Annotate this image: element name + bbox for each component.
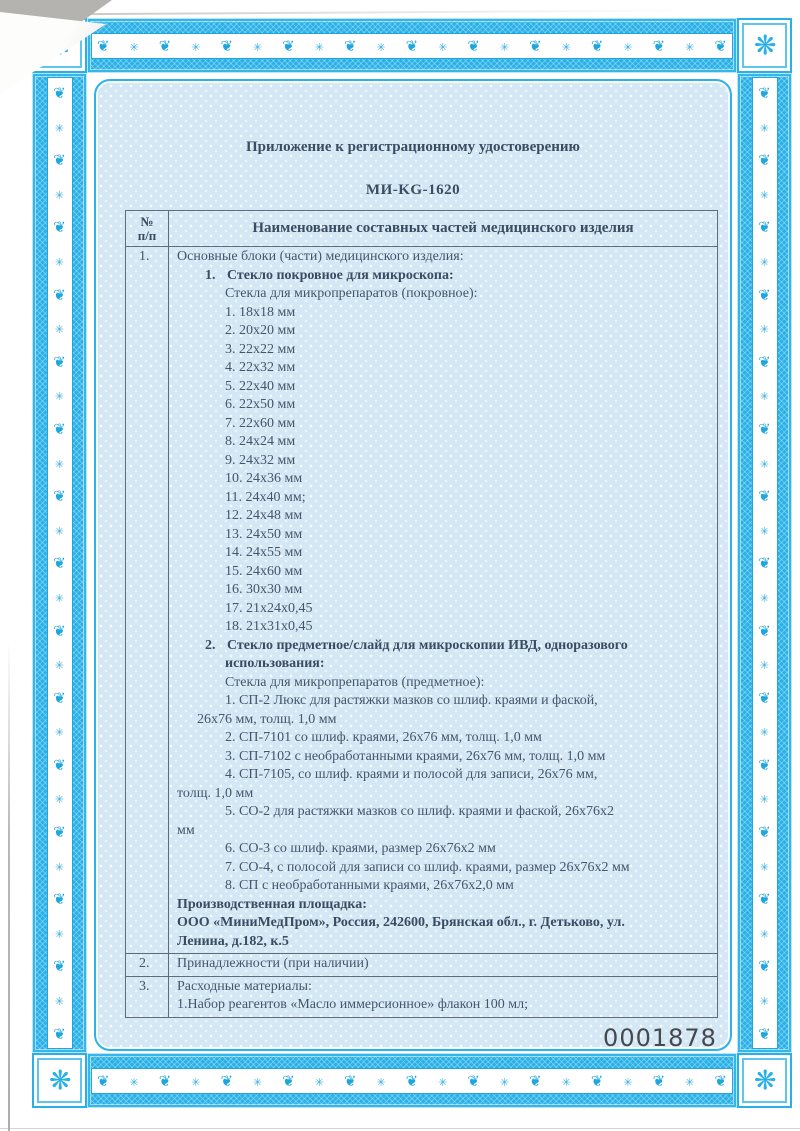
- ornament-icon: [406, 1071, 419, 1090]
- ornament-icon: [55, 318, 64, 337]
- table-row: [126, 247, 718, 954]
- ornament-icon: [623, 1071, 632, 1090]
- ornament-icon: [714, 36, 727, 55]
- table-text-line: Ленина, д.182, к.5: [177, 933, 289, 949]
- table-text-line: 1. Стекло покровное для микроскопа:: [205, 267, 454, 283]
- row-content-lines: [177, 978, 709, 1015]
- ornament-icon: [760, 251, 769, 270]
- table-header-num: [126, 211, 169, 247]
- ornament-icon: [376, 36, 385, 55]
- ornament-icon: [714, 1071, 727, 1090]
- serial-number: 0001878: [603, 1024, 717, 1052]
- table-text-line: 18. 21х31х0,45: [225, 619, 313, 634]
- ornament-icon: [758, 486, 771, 505]
- ornament-icon: [406, 36, 419, 55]
- ornament-icon: [55, 788, 64, 807]
- table-text-line: Стекла для микропрепаратов (предметное):: [225, 674, 485, 690]
- ornament-icon: [760, 654, 769, 673]
- ornament-icon: [55, 923, 64, 942]
- ornament-icon: [97, 36, 110, 55]
- ornament-icon: [282, 36, 295, 55]
- ornament-icon: [760, 520, 769, 539]
- table-text-line: 3. 22х22 мм: [225, 341, 296, 357]
- table-header-num-line1: №: [140, 214, 154, 229]
- ornament-icon: [344, 36, 357, 55]
- ornament-icon: [53, 889, 66, 908]
- ornament-icon: [315, 1071, 324, 1090]
- table-text-line: 8. 24х24 мм: [225, 434, 296, 449]
- ornament-icon: [53, 83, 66, 102]
- table-text-line: 7. 22х60 мм: [225, 415, 296, 431]
- ornament-icon: [55, 856, 64, 875]
- table-text-line: мм: [177, 822, 195, 838]
- ornament-icon: [760, 453, 769, 472]
- ornament-icon: [758, 419, 771, 438]
- ornament-icon: [344, 1071, 357, 1090]
- ornament-icon: [685, 1071, 694, 1090]
- ornament-icon: [55, 251, 64, 270]
- table-header-row: [126, 211, 718, 247]
- ornament-icon: [55, 654, 64, 673]
- table-text-line: ООО «МиниМедПром», Россия, 242600, Брянская обл., г. Детьково, ул.: [177, 915, 625, 930]
- frame-band-left: [32, 73, 87, 1053]
- table-text-line: 26х76 мм, толщ. 1,0 мм: [197, 711, 337, 727]
- ornament-icon: [760, 117, 769, 136]
- ornament-icon: [53, 217, 66, 236]
- ornament-icon: [53, 150, 66, 169]
- ornament-icon: [500, 36, 509, 55]
- ornament-icon: [282, 1071, 295, 1090]
- ornament-icon: [758, 352, 771, 371]
- table-text-line: Принадлежности (при наличии): [177, 956, 369, 971]
- ornament-icon: [760, 788, 769, 807]
- ornament-icon: [253, 36, 262, 55]
- ornament-icon: [53, 755, 66, 774]
- table-text-line: 1. СП-2 Люкс для растяжки мазков со шлиф. краями и фаской,: [225, 693, 598, 708]
- ornament-icon: [55, 721, 64, 740]
- ornament-icon: [562, 36, 571, 55]
- row-content-lines: [177, 248, 709, 951]
- ornament-icon: [760, 318, 769, 337]
- table-text-line: 8. СП с необработанными краями, 26х76х2,0 мм: [225, 878, 514, 893]
- ornament-icon: [758, 956, 771, 975]
- row-number: 2.: [126, 954, 169, 977]
- table-text-line: 5. СО-2 для растяжки мазков со шлиф. краями и фаской, 26х76х2: [225, 804, 615, 819]
- frame-corner-ornament-icon: [737, 18, 792, 73]
- table-text-line: 9. 24х32 мм: [225, 452, 296, 468]
- table-header-num-line2: п/п: [137, 228, 157, 243]
- ornament-icon: [130, 36, 139, 55]
- ornament-icon: [55, 990, 64, 1009]
- ornament-icon: [591, 1071, 604, 1090]
- table-text-line: 11. 24х40 мм;: [225, 489, 306, 505]
- row-content: [169, 247, 718, 954]
- scan-page-edge: [70, 9, 800, 15]
- table-text-line: Стекла для микропрепаратов (покровное):: [225, 286, 478, 301]
- ornament-icon: [760, 587, 769, 606]
- ornament-icon: [55, 117, 64, 136]
- ornament-icon: [191, 1071, 200, 1090]
- ornament-icon: [758, 889, 771, 908]
- ornament-icon: [758, 755, 771, 774]
- ornament-icon: [760, 385, 769, 404]
- ornament-icon: [758, 285, 771, 304]
- table-text-line: 2. СП-7101 со шлиф. краями, 26х76 мм, толщ. 1,0 мм: [225, 730, 542, 745]
- ornament-icon: [500, 1071, 509, 1090]
- table-text-line: 1.Набор реагентов «Масло иммерсионное» флакон 100 мл;: [177, 997, 528, 1012]
- ornament-icon: [253, 1071, 262, 1090]
- ornament-icon: [53, 553, 66, 572]
- table-text-line: 2. Стекло предметное/слайд для микроскопии ИВД, одноразового: [205, 637, 628, 653]
- ornament-icon: [467, 36, 480, 55]
- table-text-line: толщ. 1,0 мм: [177, 785, 254, 801]
- ornament-icon: [467, 1071, 480, 1090]
- document-number: МИ-KG-1620: [365, 182, 461, 198]
- table-text-line: Основные блоки (части) медицинского изделия:: [177, 249, 464, 264]
- row-content: [169, 976, 718, 1017]
- ornament-icon: [562, 1071, 571, 1090]
- ornament-icon: [55, 453, 64, 472]
- ornament-icon: [653, 1071, 666, 1090]
- frame-ornament-strip: [47, 77, 73, 1049]
- ornament-icon: [55, 587, 64, 606]
- ornament-icon: [685, 36, 694, 55]
- frame-band-right: [737, 73, 792, 1053]
- table-text-line: 1. 18х18 мм: [225, 304, 296, 320]
- ornament-icon: [53, 621, 66, 640]
- ornament-icon: [760, 990, 769, 1009]
- ornament-icon: [53, 486, 66, 505]
- ornament-icon: [758, 83, 771, 102]
- ornament-icon: [53, 688, 66, 707]
- scan-page-edge: [8, 640, 10, 1131]
- table-text-line: 12. 24х48 мм: [225, 508, 303, 523]
- table-text-line: 6. СО-3 со шлиф. краями, размер 26х76х2 мм: [225, 841, 496, 856]
- table-text-line: 5. 22х40 мм: [225, 378, 296, 394]
- table-text-line: 10. 24х36 мм: [225, 471, 303, 486]
- row-content-lines: [177, 955, 709, 974]
- ornament-icon: [653, 36, 666, 55]
- ornament-icon: [159, 1071, 172, 1090]
- ornament-icon: [623, 36, 632, 55]
- table-row: [126, 954, 718, 977]
- table-text-line: 6. 22х50 мм: [225, 397, 296, 412]
- frame-ornament-strip: [91, 1068, 733, 1094]
- table-text-line: 7. СО-4, с полосой для записи со шлиф. краями, размер 26х76х2 мм: [225, 859, 630, 875]
- ornament-icon: [315, 36, 324, 55]
- ornament-icon: [55, 520, 64, 539]
- table-text-line: 15. 24х60 мм: [225, 563, 303, 579]
- ornament-icon: [758, 217, 771, 236]
- ornament-icon: [760, 923, 769, 942]
- ornament-icon: [130, 1071, 139, 1090]
- frame-ornament-strip: [752, 77, 778, 1049]
- ornament-icon: [191, 36, 200, 55]
- frame-corner-ornament-icon: [32, 1053, 87, 1108]
- frame-band-bottom: [87, 1053, 737, 1108]
- ornament-icon: [97, 1071, 110, 1090]
- frame-band-top: [87, 18, 737, 73]
- row-number: 3.: [126, 976, 169, 1017]
- ornament-icon: [53, 956, 66, 975]
- row-number: 1.: [126, 247, 169, 954]
- ornament-icon: [529, 1071, 542, 1090]
- ornament-icon: [758, 621, 771, 640]
- row-content: [169, 954, 718, 977]
- ornament-icon: [758, 553, 771, 572]
- table-text-line: Расходные материалы:: [177, 978, 312, 994]
- table-text-line: 16. 30х30 мм: [225, 582, 303, 597]
- table-text-line: использования:: [225, 656, 325, 671]
- ornament-icon: [438, 1071, 447, 1090]
- ornament-icon: [760, 721, 769, 740]
- table-text-line: 4. 22х32 мм: [225, 360, 296, 375]
- ornament-icon: [758, 150, 771, 169]
- ornament-icon: [376, 1071, 385, 1090]
- ornament-icon: [53, 822, 66, 841]
- table-text-line: 2. 20х20 мм: [225, 323, 296, 338]
- ornament-icon: [220, 36, 233, 55]
- frame-ornament-strip: [91, 33, 733, 59]
- table-text-line: 4. СП-7105, со шлиф. краями и полосой для записи, 26х76 мм,: [225, 767, 598, 782]
- ornament-icon: [758, 688, 771, 707]
- ornament-icon: [758, 1024, 771, 1043]
- table-text-line: 3. СП-7102 с необработанными краями, 26х76 мм, толщ. 1,0 мм: [225, 748, 606, 764]
- frame-corner-ornament-icon: [737, 1053, 792, 1108]
- ornament-icon: [55, 385, 64, 404]
- table-text-line: 17. 21х24х0,45: [225, 600, 313, 616]
- table-text-line: 14. 24х55 мм: [225, 545, 303, 560]
- ornament-icon: [53, 1024, 66, 1043]
- ornament-icon: [529, 36, 542, 55]
- table-row: [126, 976, 718, 1017]
- table-text-line: Производственная площадка:: [177, 896, 367, 912]
- ornament-icon: [760, 856, 769, 875]
- ornament-icon: [55, 184, 64, 203]
- ornament-icon: [438, 36, 447, 55]
- ornament-icon: [159, 36, 172, 55]
- ornament-icon: [53, 352, 66, 371]
- components-table: [125, 210, 718, 1018]
- ornament-icon: [53, 419, 66, 438]
- ornament-icon: [53, 285, 66, 304]
- ornament-icon: [220, 1071, 233, 1090]
- table-header-name: Наименование составных частей медицинского изделия: [169, 211, 718, 247]
- document-title: Приложение к регистрационному удостоверению: [246, 139, 580, 155]
- scan-page-edge: [0, 1128, 800, 1129]
- ornament-icon: [758, 822, 771, 841]
- ornament-icon: [760, 184, 769, 203]
- table-text-line: 13. 24х50 мм: [225, 526, 303, 542]
- ornament-icon: [591, 36, 604, 55]
